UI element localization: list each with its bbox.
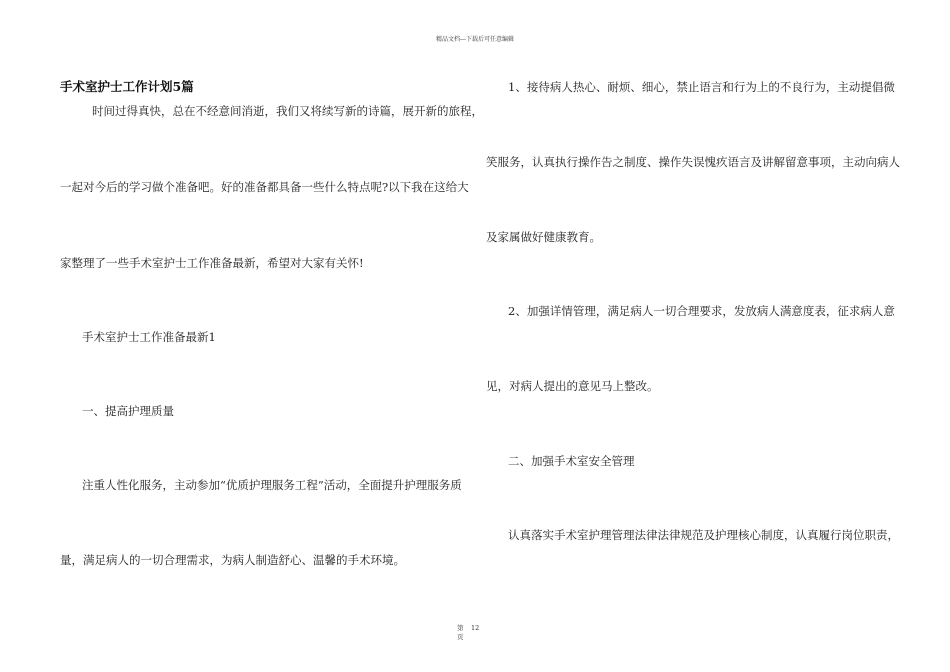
paragraph-line: 一起对今后的学习做个准备吧。好的准备都具备一些什么特点呢?以下我在这给大 (60, 180, 469, 194)
paragraph-line: 1、接待病人热心、耐烦、细心，禁止语言和行为上的不良行为，主动提倡微 (508, 80, 895, 94)
page-number: 12 (471, 624, 480, 632)
page-label-bottom: 页 (457, 633, 464, 641)
paragraph-line: 认真落实手术室护理管理法律法律规范及护理核心制度，认真履行岗位职责， (508, 528, 899, 542)
subsection-heading: 二、加强手术室安全管理 (508, 454, 635, 468)
paragraph-line: 笑服务，认真执行操作告之制度、操作失误愧疚语言及讲解留意事项，主动向病人 (486, 155, 900, 169)
page-header-note: 精品文档---下载后可任意编辑 (435, 36, 515, 43)
page-footer (457, 624, 480, 642)
paragraph-line: 时间过得真快，总在不经意间消逝，我们又将续写新的诗篇，展开新的旅程， (92, 104, 483, 118)
section-heading: 手术室护士工作准备最新1 (82, 330, 216, 344)
page-label-top: 第 (457, 624, 464, 632)
document-title: 手术室护士工作计划5篇 (60, 79, 194, 94)
subsection-heading: 一、提高护理质量 (82, 404, 174, 418)
paragraph-line: 注重人性化服务，主动参加“优质护理服务工程”活动，全面提升护理服务质 (82, 478, 462, 492)
paragraph-line: 及家属做好健康教育。 (486, 230, 601, 244)
paragraph-line: 见，对病人提出的意见马上整改。 (486, 379, 659, 393)
paragraph-line: 量，满足病人的一切合理需求，为病人制造舒心、温馨的手术环境。 (60, 553, 405, 567)
paragraph-line: 2、加强详情管理，满足病人一切合理要求，发放病人满意度表，征求病人意 (508, 304, 895, 318)
paragraph-line: 家整理了一些手术室护士工作准备最新，希望对大家有关怀! (60, 256, 364, 270)
